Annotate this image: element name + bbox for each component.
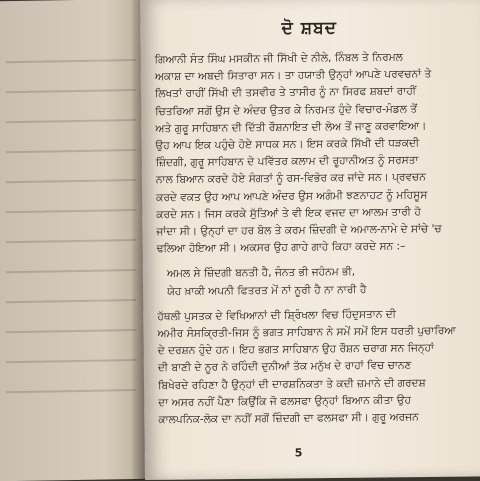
text-line: ਚਿਤਰਿਆ ਸਗੋਂ ਉਸ ਦੇ ਅੰਦਰ ਉਤਰ ਕੇ ਨਿਰਮਤ ਹੁੰਦੇ ਵਿਚਾਰ-ਮੰਡਲ ਤੋਂ [155,102,418,118]
text-line: ਅਤੇ ਗੁਰੂ ਸਾਹਿਬਾਨ ਦੀ ਦਿੱਤੀ ਰੌਸ਼ਨਾਇਤ ਦੀ ਲੋਅ ਤੋਂ ਜਾਣੂ ਕਰਵਾਇਆ। [155,119,427,135]
text-line: ਉਹ ਆਪ ਇਕ ਪਹੁੰਚੇ ਹੋਏ ਸਾਧਕ ਸਨ। ਇਸ ਕਰਕੇ ਸਿੱਖੀ ਦੀ ਧੜਕਦੀ [155,137,420,152]
facing-page-text-line [6,59,136,63]
facing-page-text-line [6,389,136,393]
quoted-couplet [167,263,467,301]
couplet-line: ਯੇਹ ਖ਼ਾਕੀ ਅਪਨੀ ਫਿਤਰਤ ਮੇਂ ਨਾਂ ਨੂਰੀ ਹੈ ਨਾ ਨਾਰੀ ਹੈ [166,283,367,298]
facing-page-text-line [6,299,136,303]
facing-page-text-line [6,89,136,93]
text-line: ਦਾ ਅਸਰ ਨਹੀਂ ਪੈਣਾ ਕਿਉਂਕਿ ਜੋ ਫਲਸਫਾ ਉਨ੍ਹਾਂ ਬਿਆਨ ਕੀਤਾ ਉਹ [158,394,412,409]
couplet-line: ਅਮਲ ਸੇ ਜ਼ਿੰਦਗੀ ਬਨਤੀ ਹੈ, ਜੰਨਤ ਭੀ ਜਹੰਨਮ ਭੀ, [166,266,356,281]
facing-page-text-line [6,239,136,243]
text-line: ਦੇ ਦਰਸ਼ਨ ਹੁੰਦੇ ਹਨ। ਇਹ ਭਗਤ ਸਾਹਿਬਾਨ ਉਹ ਰੌਸ਼ਨ ਚਰਾਗ ਸਨ ਜਿਨ੍ਹਾਂ [157,342,435,358]
text-line: ਨਾਲ ਬਿਆਨ ਕਰਦੇ ਹੋਏ ਸੰਗਤਾਂ ਨੂੰ ਰਸ-ਵਿਭੋਰ ਕਰ ਜਾਂਦੇ ਸਨ। ਪ੍ਰਵਚਨ [155,171,426,187]
book-page [140,0,480,480]
text-line: ਬਿਖੇਰਦੇ ਰਹਿਣਾ ਹੈ ਉਨ੍ਹਾਂ ਦੀ ਦਾਰਸ਼ਨਿਕਤਾ ਤੇ ਕਦੀ ਜ਼ਮਾਨੇ ਦੀ ਗਰਦਸ਼ [157,376,426,392]
facing-page-text-line [6,329,136,333]
paragraph-second [157,305,468,429]
page-title: ਦੋ ਸ਼ਬਦ [281,17,338,39]
paragraph-intro [155,49,467,259]
text-line: ਢਲਿਆ ਹੋਇਆ ਸੀ। ਅਕਸਰ ਉਹ ਗਾਹੇ ਗਾਹੇ ਕਿਹਾ ਕਰਦੇ ਸਨ :– [156,240,406,256]
facing-page-text-line [6,269,136,273]
text-line: ਦੀ ਬਾਣੀ ਦੇ ਨੂਰ ਨੇ ਰਹਿੰਦੀ ਦੁਨੀਆਂ ਤੱਕ ਮਨੁੱਖ ਦੇ ਰਾਹਾਂ ਵਿਚ ਚਾਨਣ [157,359,412,375]
text-line: ਕਰਦੇ ਸਨ। ਜਿਸ ਕਰਕੇ ਸੁੱਤਿਆਂ ਤੇ ਵੀ ਇਕ ਵਜਦ ਦਾ ਆਲਮ ਤਾਰੀ ਹੋ [156,205,421,221]
page-text [154,17,468,429]
text-line: ਜਾਂਦਾ ਸੀ। ਉਨ੍ਹਾਂ ਦਾ ਹਰ ਬੋਲ ਤੇ ਕਰਮ ਜ਼ਿੰਦਗੀ ਦੇ ਅਮਾਲ-ਨਾਮੇ ਦੇ ਸਾਂਚੇ 'ਚ [156,222,442,238]
facing-page [0,0,150,481]
text-line: ਕਾਲਪਨਿਕ-ਲੋਕ ਦਾ ਨਹੀਂ ਸਗੋਂ ਜ਼ਿੰਦਗੀ ਦਾ ਫਲਸਫਾ ਸੀ। ਗੁਰੂ ਅਰਜਨ [158,411,419,426]
text-line: ਜ਼ਿੰਦਗੀ, ਗੁਰੂ ਸਾਹਿਬਾਨ ਦੇ ਪਵਿੱਤਰ ਕਲਾਮ ਦੀ ਰੂਹਾਨੀਅਤ ਨੂੰ ਸਰਸਤਾ [155,154,419,170]
facing-page-text-line [6,359,136,363]
text-line: ਕਰਦੇ ਵਕਤ ਉਹ ਆਪ ਆਪਣੇ ਅੰਦਰ ਉਸ ਅਗੰਮੀ ਝਣਨਾਹਟ ਨੂੰ ਮਹਿਸੂਸ [156,188,428,204]
text-line: ਅਕਾਸ਼ ਦਾ ਅਬਦੀ ਸਿਤਾਰਾ ਸਨ। ਤਾ ਹਯਾਤੀ ਉਨ੍ਹਾਂ ਆਪਣੇ ਪਰਵਚਨਾਂ ਤੇ [154,68,432,84]
facing-page-text-line [6,119,136,123]
text-line: ਅਮੀਰ ਸੰਸਕ੍ਰਿਤੀ-ਜਿਸ ਨੂੰ ਭਗਤ ਸਾਹਿਬਾਨ ਨੇ ਸਮੇਂ ਸਮੇਂ ਇਸ ਧਰਤੀ ਪੁਚਾਰਿਆ [157,324,456,340]
text-line: ਗਿਆਨੀ ਸੰਤ ਸਿੰਘ ਮਸਕੀਨ ਜੀ ਸਿੱਖੀ ਦੇ ਨੀਲੇ, ਨਿੰਬਲ ਤੇ ਨਿਰਮਲ [154,51,403,66]
page-number: 5 [294,446,303,460]
text-line: ਹੱਥਲੀ ਪੁਸਤਕ ਦੇ ਵਿਖਿਆਨਾਂ ਦੀ ਸ਼੍ਰਿੰਖਲਾ ਵਿਚ ਹਿੰਦੁਸਤਾਨ ਦੀ [157,308,397,323]
facing-page-text-line [6,209,136,213]
facing-page-text-line [6,179,136,183]
text-line: ਲਿਖਤਾਂ ਰਾਹੀਂ ਸਿੱਖੀ ਦੀ ਤਸਵੀਰ ਤੇ ਤਾਸੀਰ ਨੂੰ ਨਾ ਸਿਰਫ ਸ਼ਬਦਾਂ ਰਾਹੀਂ [154,85,417,101]
facing-page-text-line [6,149,136,153]
